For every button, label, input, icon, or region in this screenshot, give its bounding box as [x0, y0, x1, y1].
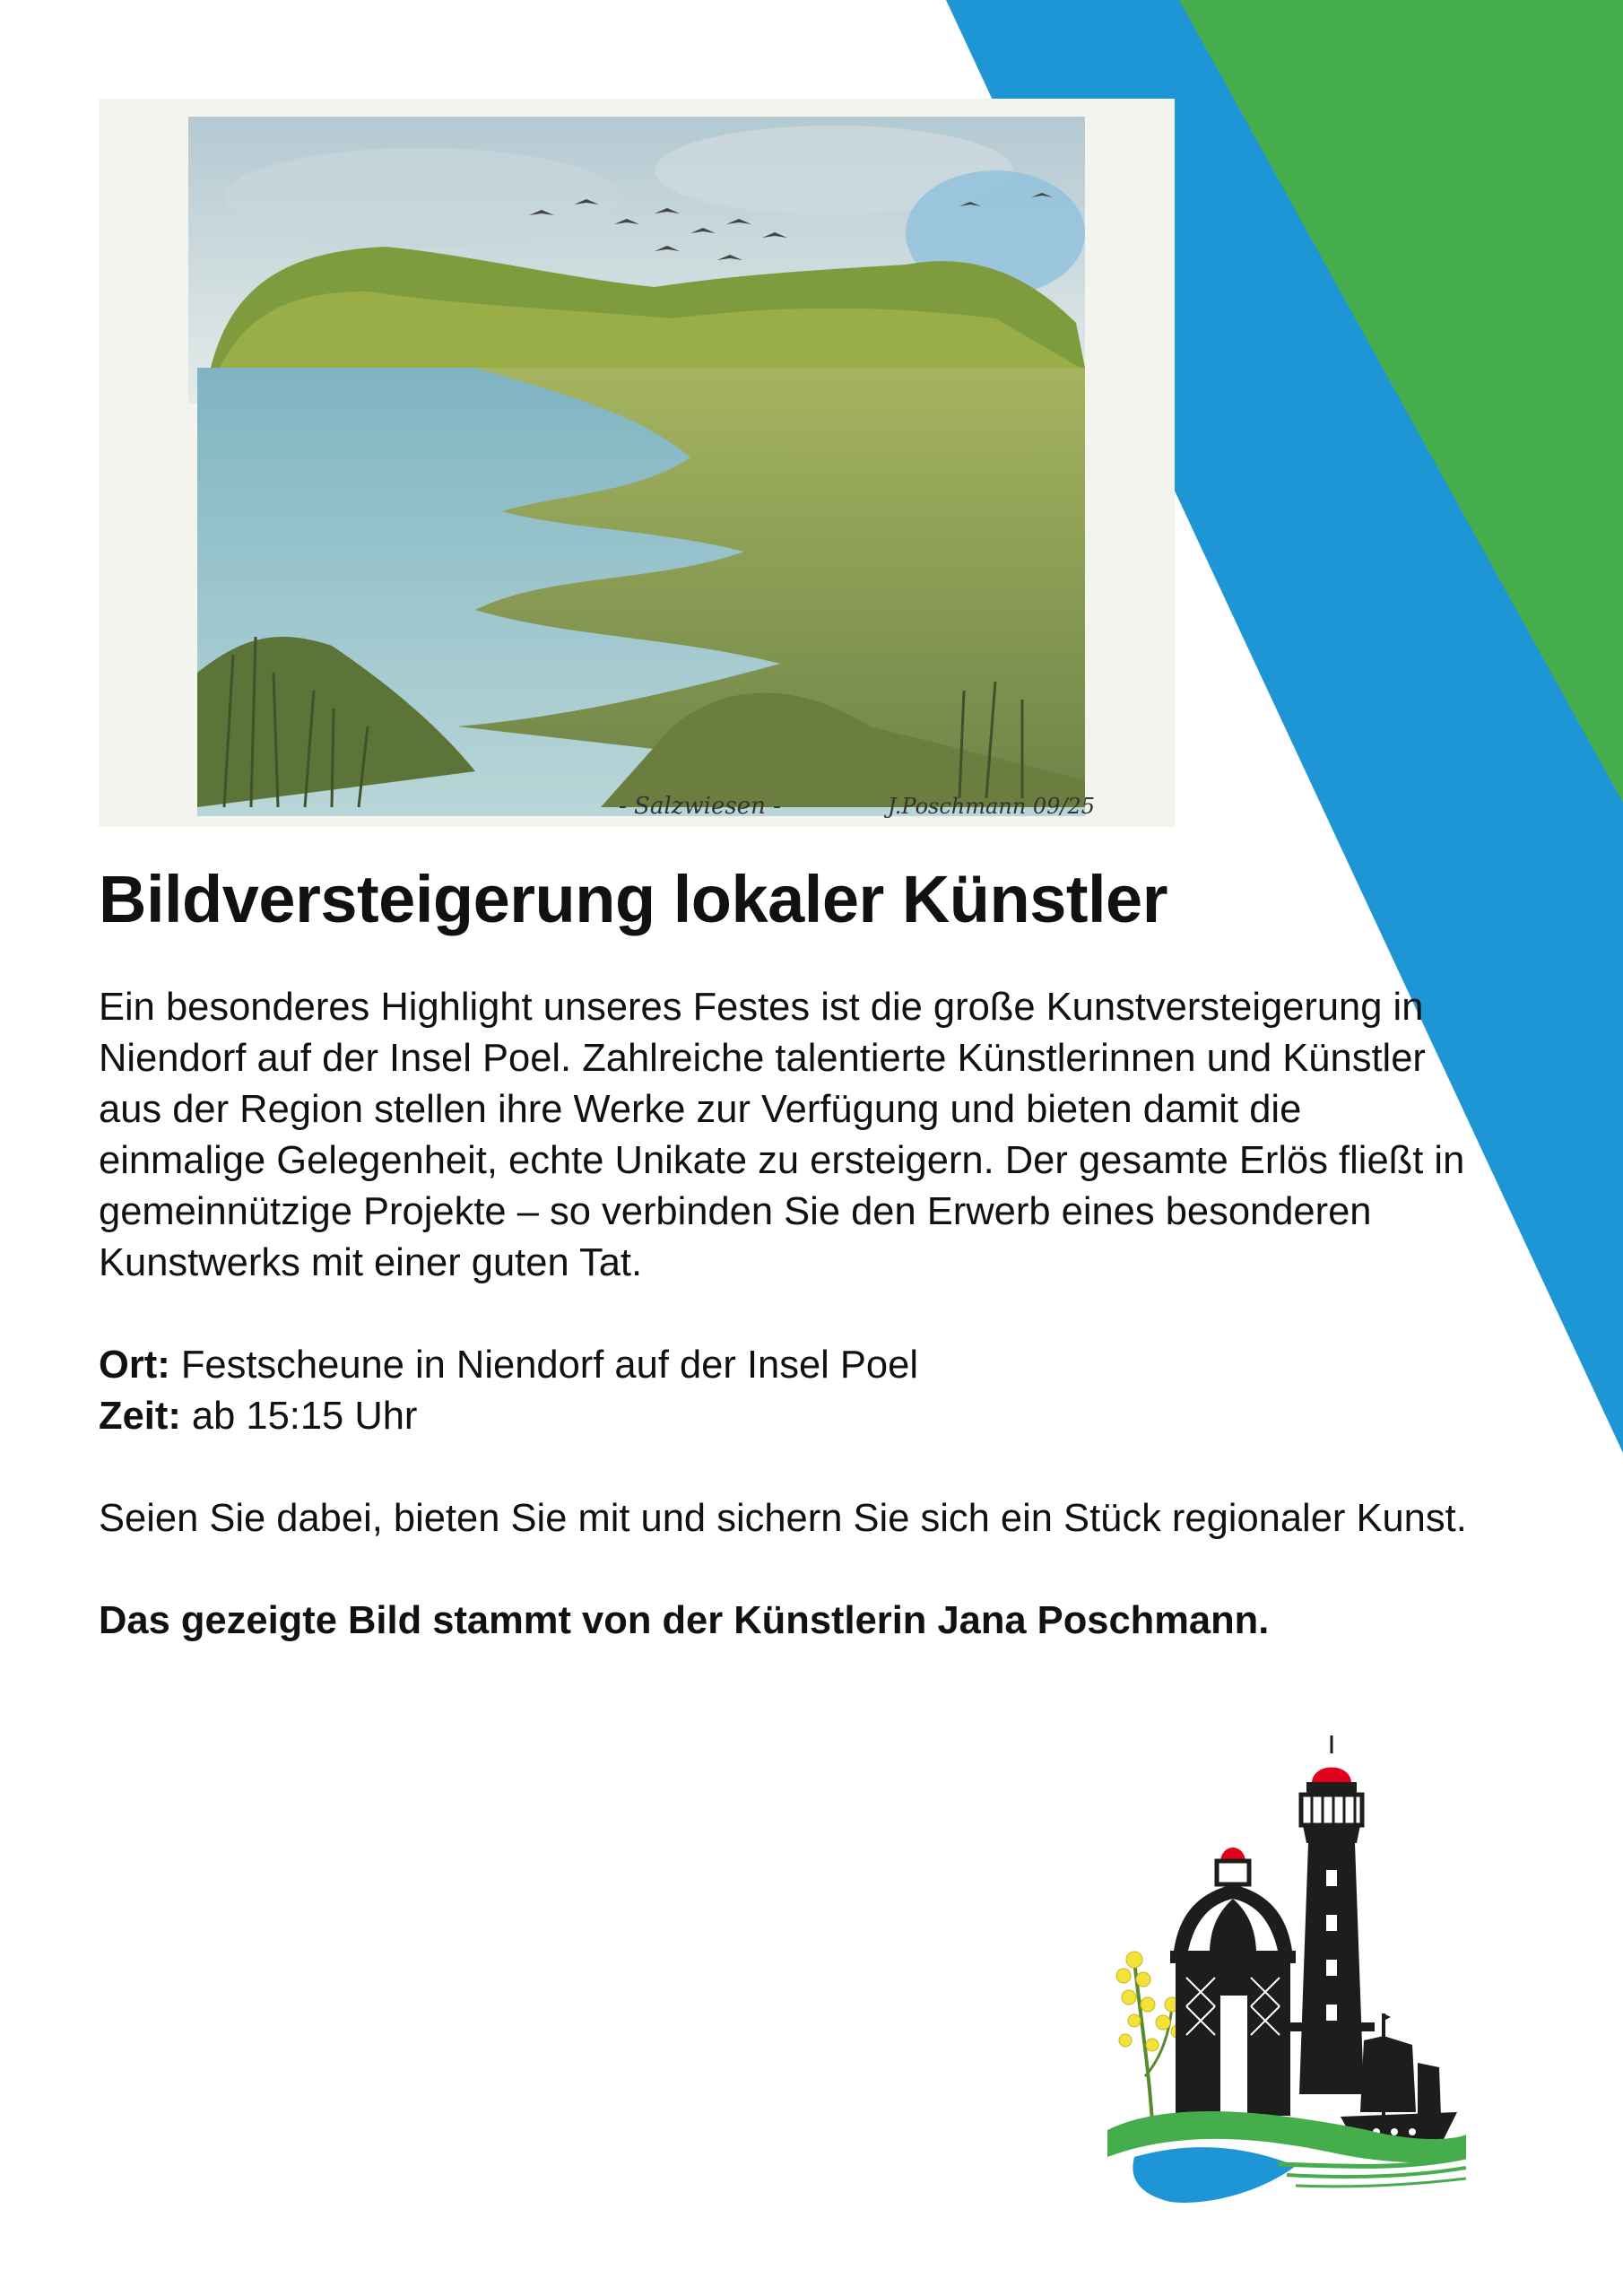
poel-lighthouse-logo — [1098, 1735, 1466, 2206]
logo-icon — [1098, 1735, 1466, 2206]
lighthouse-icon — [1289, 1735, 1375, 2094]
invitation-paragraph: Seien Sie dabei, bieten Sie mit und sichern Sie sich ein Stück regionaler Kunst. — [99, 1497, 1467, 1540]
painting-caption: - Salzwiesen - — [619, 793, 781, 820]
time-label: Zeit: — [99, 1395, 181, 1438]
painting-signature: J.Poschmann 09/25 — [888, 794, 1095, 819]
place-line — [99, 1340, 1471, 1391]
painting-image — [99, 99, 1175, 827]
place-label: Ort: — [99, 1344, 170, 1387]
article-body — [99, 982, 1471, 1647]
time-line — [99, 1391, 1471, 1442]
time-value: ab 15:15 Uhr — [180, 1395, 418, 1438]
place-value: Festscheune in Niendorf auf der Insel Poel — [169, 1344, 918, 1387]
headline: Bildversteigerung lokaler Künstler — [99, 862, 1168, 936]
pavilion-tower-icon — [1170, 1848, 1296, 2116]
artist-credit: Das gezeigte Bild stammt von der Künstlerin Jana Poschmann. — [99, 1599, 1270, 1642]
rapeseed-flower-icon — [1116, 1952, 1184, 2121]
intro-paragraph: Ein besonderes Highlight unseres Festes ist die große Kunstversteigerung in Niendorf auf der Insel Poel. Zahlreiche talentierte Künstlerinnen und Künstler aus der Region stellen ihre Werke zur Verfügung und bieten damit die einmalige Gelegenheit, echte Unikate zu ersteigern. Der gesamte Erlös fließt in gemeinnützige Projekte – so verbinden Sie den Erwerb eines besonderen Kunstwerks mit einer guten Tat. — [99, 986, 1465, 1284]
salt-marsh-painting — [99, 99, 1175, 827]
